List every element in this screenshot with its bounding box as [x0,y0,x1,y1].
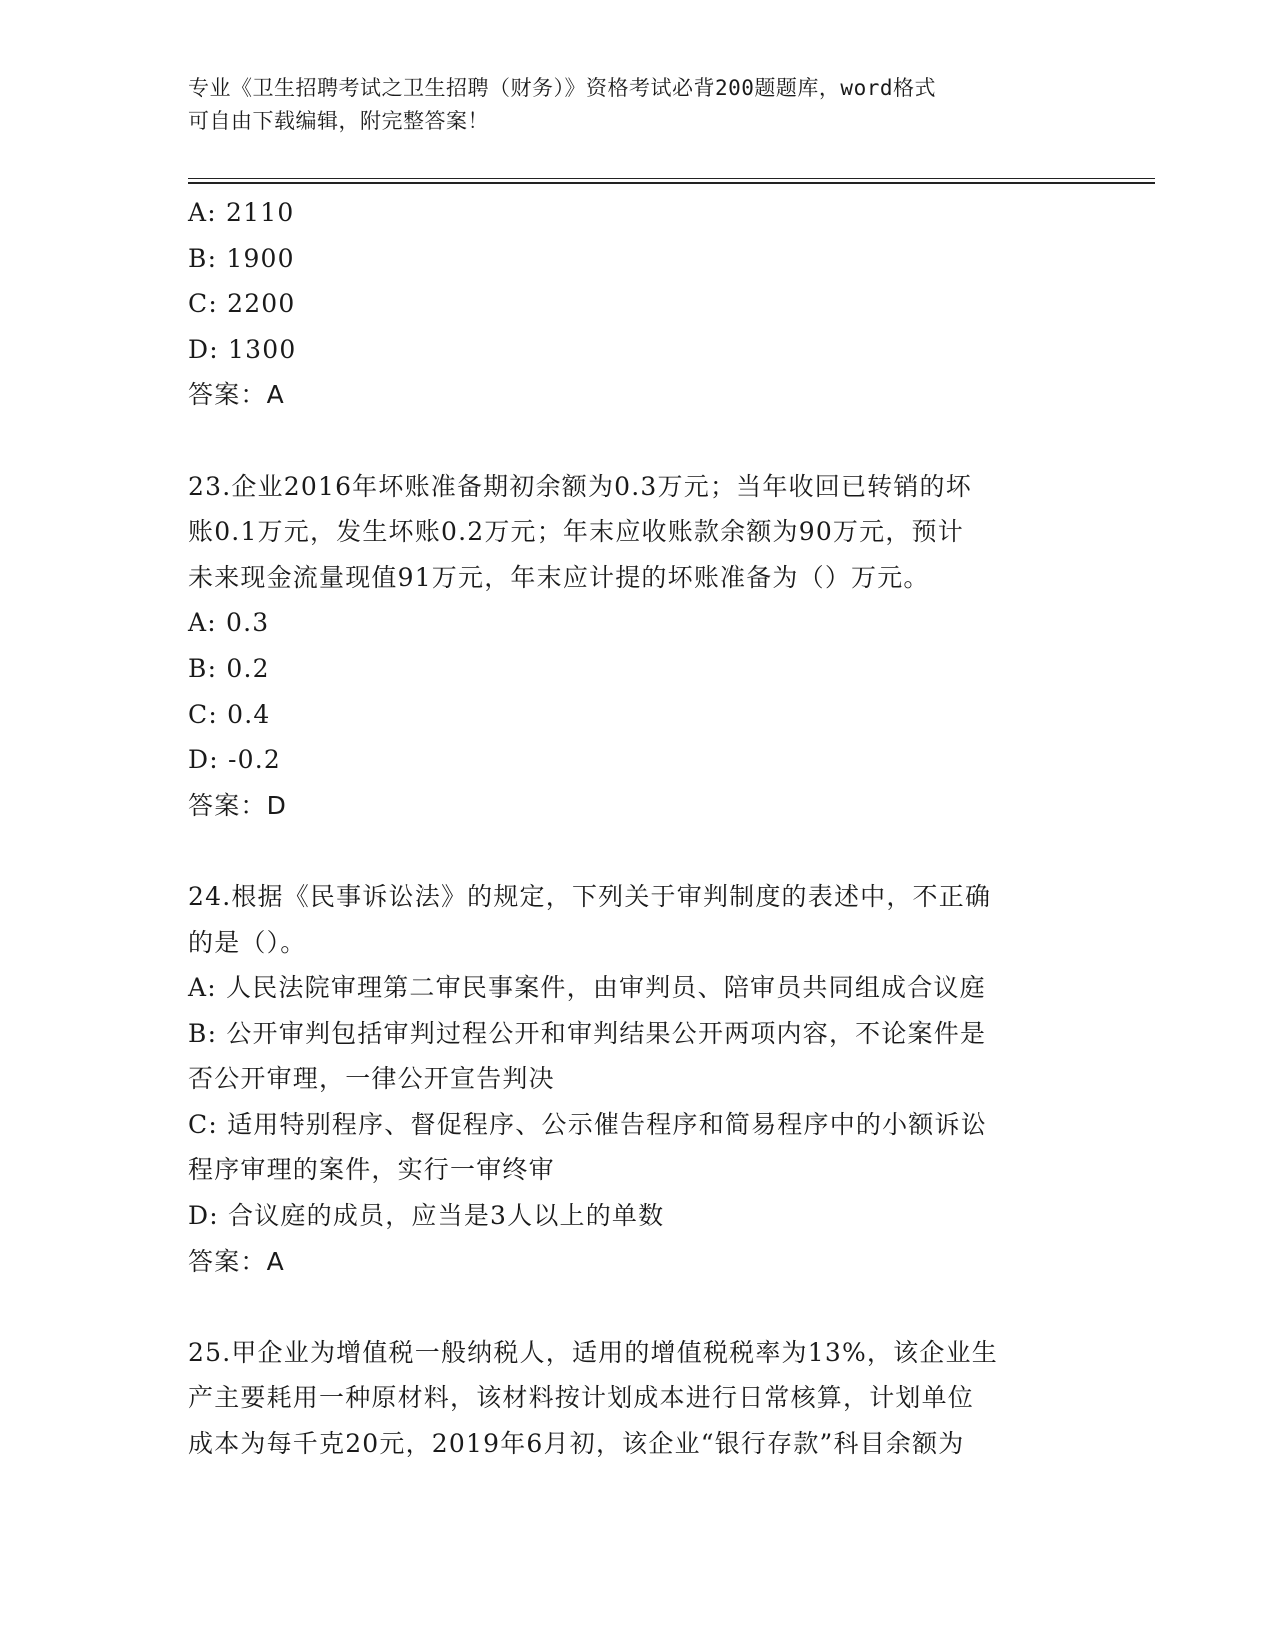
question-stem-line: 25.甲企业为增值税一般纳税人，适用的增值税税率为13%，该企业生 [188,1337,998,1367]
answer: 答案：D [188,790,288,820]
question-stem-line: 产主要耗用一种原材料，该材料按计划成本进行日常核算，计划单位 [188,1383,975,1413]
header-divider-thin [188,178,1155,179]
option-c: C: 2200 [188,289,296,319]
option-b-continued: 否公开审理，一律公开宣告判决 [188,1064,555,1094]
header-line-1: 专业《卫生招聘考试之卫生招聘（财务）》资格考试必背200题题库，word格式 [188,76,936,100]
question-22 [188,190,1088,418]
spacer [188,1284,1088,1330]
answer: 答案：A [188,1246,285,1276]
question-stem-line: 成本为每千克20元，2019年6月初，该企业“银行存款”科目余额为 [188,1429,965,1459]
question-stem-line: 的是（）。 [188,927,307,957]
option-d: D: 1300 [188,334,297,364]
question-list [188,190,1088,1467]
option-b: B: 1900 [188,243,295,273]
option-c: C: 适用特别程序、督促程序、公示催告程序和简易程序中的小额诉讼 [188,1109,987,1139]
question-stem-line: 未来现金流量现值91万元，年末应计提的坏账准备为（）万元。 [188,562,930,592]
option-d: D: -0.2 [188,745,282,775]
question-stem-line: 24.根据《民事诉讼法》的规定，下列关于审判制度的表述中，不正确 [188,881,992,911]
question-stem-line: 账0.1万元，发生坏账0.2万元；年末应收账款余额为90万元，预计 [188,517,964,547]
spacer [188,418,1088,464]
question-24 [188,874,1088,1284]
option-b: B: 公开审判包括审判过程公开和审判结果公开两项内容，不论案件是 [188,1018,987,1048]
header-divider-thick [188,182,1155,184]
spacer [188,828,1088,874]
question-25 [188,1330,1088,1467]
option-a: A: 人民法院审理第二审民事案件，由审判员、陪审员共同组成合议庭 [188,973,986,1003]
option-c-continued: 程序审理的案件，实行一审终审 [188,1155,555,1185]
option-a: A: 2110 [188,198,295,227]
option-a: A: 0.3 [188,608,270,638]
header-line-2: 可自由下载编辑，附完整答案！ [188,109,489,133]
option-c: C: 0.4 [188,699,271,729]
question-23 [188,464,1088,829]
question-stem-line: 23.企业2016年坏账准备期初余额为0.3万元；当年收回已转销的坏 [188,471,972,501]
option-d: D: 合议庭的成员，应当是3人以上的单数 [188,1201,665,1231]
option-b: B: 0.2 [188,653,270,683]
page-header [188,72,1068,138]
answer: 答案：A [188,380,285,410]
